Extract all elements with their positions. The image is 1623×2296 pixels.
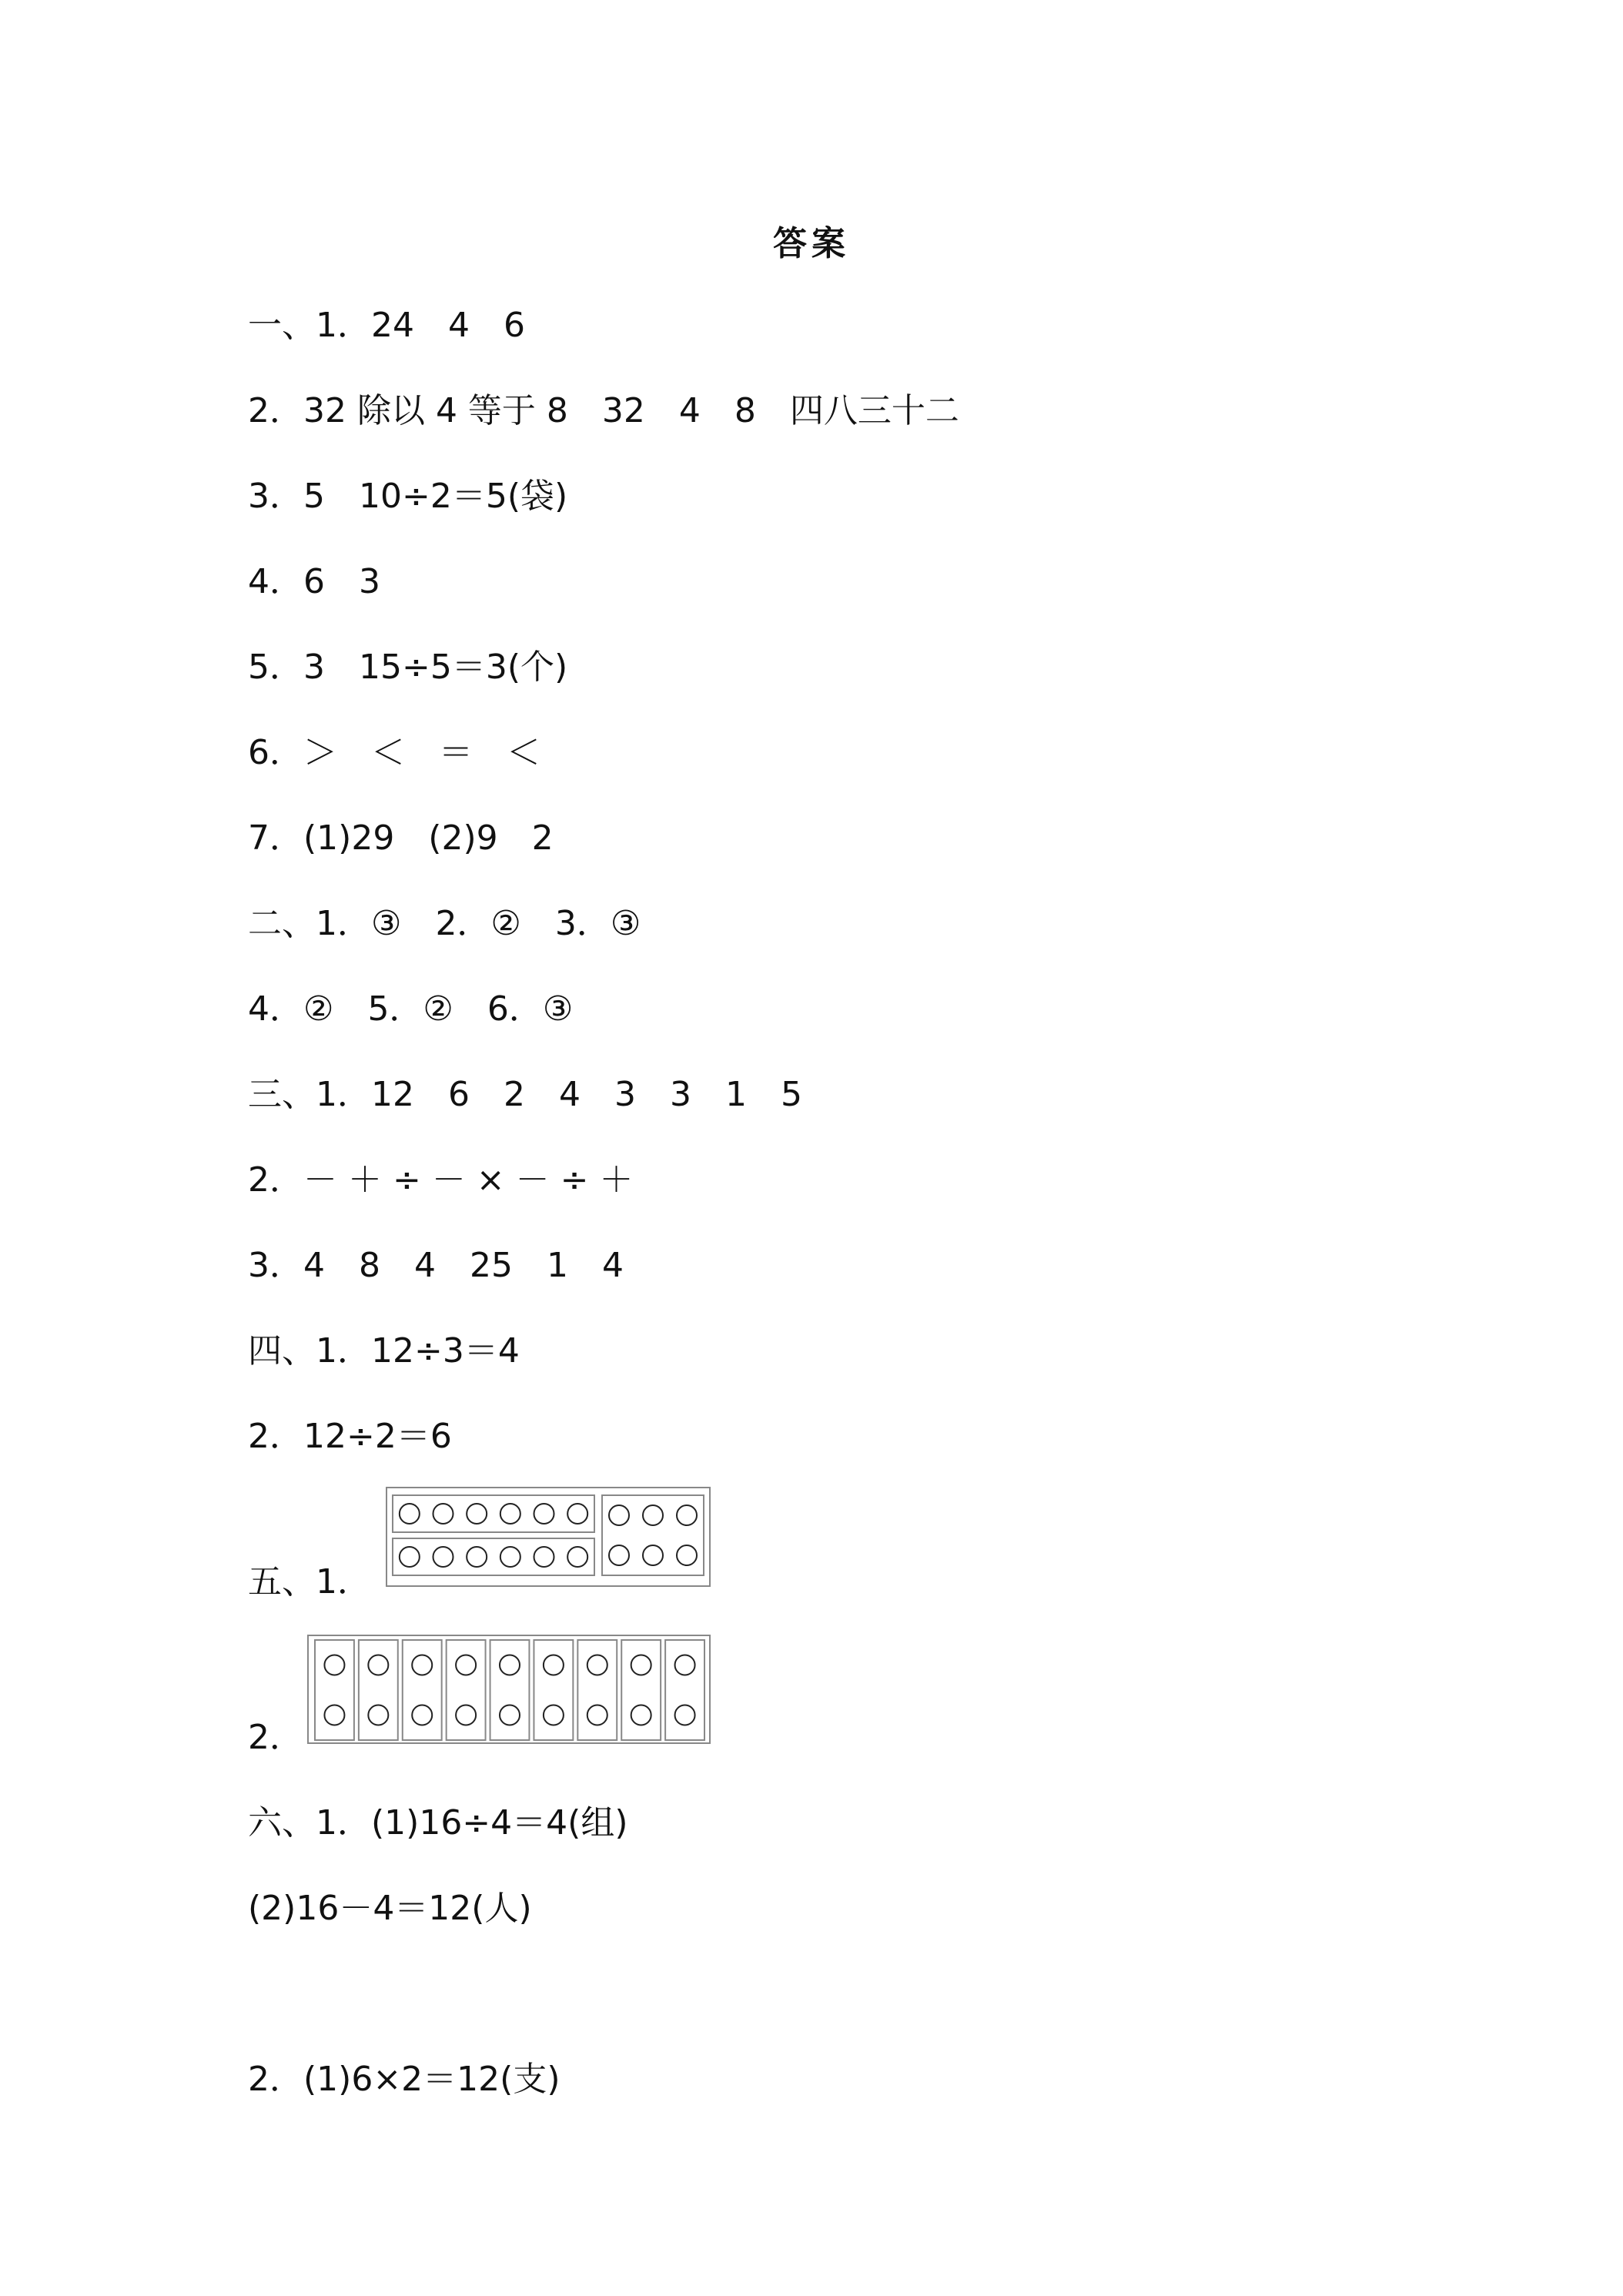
counter-circle bbox=[433, 1504, 453, 1524]
answer-line: 2． bbox=[248, 1718, 303, 1757]
counter-circle bbox=[500, 1504, 520, 1524]
counter-circle bbox=[643, 1505, 663, 1525]
outer-frame bbox=[308, 1635, 710, 1743]
counter-circle bbox=[456, 1705, 476, 1725]
grouping-figure-2 bbox=[306, 1634, 713, 1746]
answer-line: 六、1．(1)16÷4＝4(组) bbox=[248, 1803, 628, 1842]
counter-circle bbox=[631, 1655, 651, 1675]
counter-circle bbox=[400, 1504, 420, 1524]
grouping-figure-1-svg bbox=[385, 1486, 713, 1589]
counter-circle bbox=[368, 1705, 388, 1725]
counter-circle bbox=[467, 1547, 487, 1567]
counter-circle bbox=[500, 1655, 520, 1675]
answer-line: 2．－ ＋ ÷ － × － ÷ ＋ bbox=[248, 1160, 634, 1200]
answer-line: 3．4 8 4 25 1 4 bbox=[248, 1246, 624, 1285]
grouping-figure-1 bbox=[385, 1486, 713, 1589]
answer-line: 五、1． bbox=[248, 1562, 371, 1602]
counter-circle bbox=[567, 1504, 587, 1524]
counter-circle bbox=[587, 1705, 607, 1725]
counter-circle bbox=[567, 1547, 587, 1567]
counter-circle bbox=[324, 1705, 344, 1725]
answer-line: 7．(1)29 (2)9 2 bbox=[248, 818, 554, 858]
answer-line: 2．12÷2＝6 bbox=[248, 1417, 452, 1456]
counter-circle bbox=[609, 1545, 629, 1565]
counter-circle bbox=[677, 1545, 697, 1565]
counter-circle bbox=[609, 1505, 629, 1525]
group-box bbox=[602, 1495, 704, 1575]
counter-circle bbox=[456, 1655, 476, 1675]
answer-line: 3．5 10÷2＝5(袋) bbox=[248, 477, 568, 516]
answer-line: 三、1．12 6 2 4 3 3 1 5 bbox=[248, 1075, 802, 1114]
counter-circle bbox=[400, 1547, 420, 1567]
grouping-figure-2-svg bbox=[306, 1634, 713, 1746]
outer-frame bbox=[387, 1488, 710, 1586]
counter-circle bbox=[433, 1547, 453, 1567]
counter-circle bbox=[534, 1547, 554, 1567]
answer-line: 6．＞ ＜ ＝ ＜ bbox=[248, 733, 540, 772]
counter-circle bbox=[544, 1655, 564, 1675]
counter-circle bbox=[544, 1705, 564, 1725]
page-title: 答案 bbox=[773, 224, 850, 263]
counter-circle bbox=[500, 1547, 520, 1567]
answer-line: 2．(1)6×2＝12(支) bbox=[248, 2060, 561, 2099]
answer-line: 4．6 3 bbox=[248, 562, 380, 601]
counter-circle bbox=[412, 1705, 432, 1725]
answer-line: 5．3 15÷5＝3(个) bbox=[248, 648, 568, 687]
answer-line: 4．② 5．② 6．③ bbox=[248, 989, 574, 1029]
counter-circle bbox=[500, 1705, 520, 1725]
answer-line: 四、1．12÷3＝4 bbox=[248, 1331, 520, 1371]
counter-circle bbox=[368, 1655, 388, 1675]
counter-circle bbox=[677, 1505, 697, 1525]
answer-line: 二、1．③ 2．② 3．③ bbox=[248, 904, 641, 943]
counter-circle bbox=[643, 1545, 663, 1565]
counter-circle bbox=[675, 1655, 695, 1675]
counter-circle bbox=[324, 1655, 344, 1675]
counter-circle bbox=[467, 1504, 487, 1524]
counter-circle bbox=[675, 1705, 695, 1725]
group-box bbox=[393, 1538, 594, 1575]
counter-circle bbox=[534, 1504, 554, 1524]
answer-line: 一、1．24 4 6 bbox=[248, 306, 525, 345]
counter-circle bbox=[587, 1655, 607, 1675]
counter-circle bbox=[412, 1655, 432, 1675]
counter-circle bbox=[631, 1705, 651, 1725]
answer-line: (2)16－4＝12(人) bbox=[248, 1889, 532, 1928]
group-box bbox=[393, 1495, 594, 1532]
answer-line: 2．32 除以 4 等于 8 32 4 8 四八三十二 bbox=[248, 391, 959, 430]
